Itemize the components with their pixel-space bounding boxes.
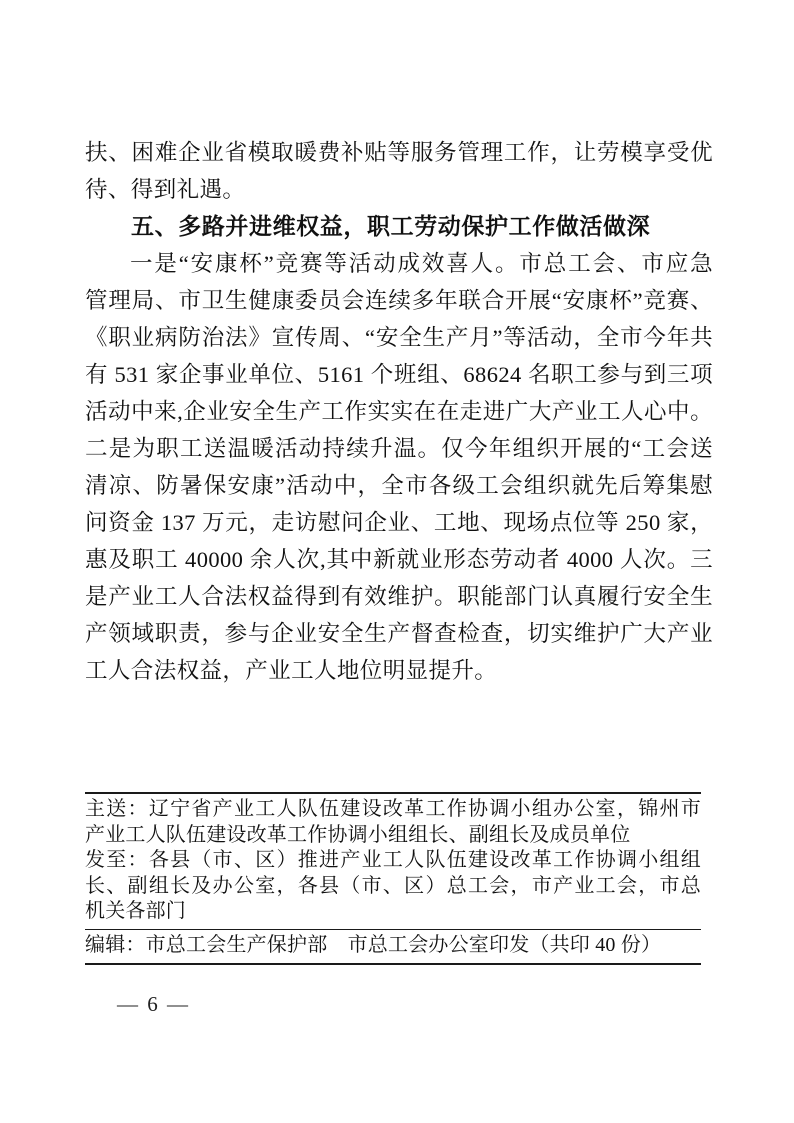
main-paragraph	[85, 245, 713, 689]
body-text-line: 工人合法权益，产业工人地位明显提升。	[85, 658, 498, 683]
footer-text-line: 机关各部门	[85, 900, 186, 922]
body-text-line: 是产业工人合法权益得到有效维护。职能部门认真履行安全生	[85, 584, 713, 609]
footer-recipients	[85, 794, 701, 930]
document-body	[85, 134, 713, 689]
page-number: — 6 —	[117, 992, 190, 1016]
body-text-line: 扶、困难企业省模取暖费补贴等服务管理工作，让劳模享受优	[85, 140, 713, 165]
body-text-line: 问资金 137 万元，走访慰问企业、工地、现场点位等 250 家，	[85, 510, 713, 535]
body-text-line: 惠及职工 40000 余人次,其中新就业形态劳动者 4000 人次。三	[85, 547, 713, 572]
continuation-paragraph	[85, 134, 713, 208]
footer-text-line: 产业工人队伍建设改革工作协调小组组长、副组长及成员单位	[85, 823, 631, 846]
footer-editor-line: 编辑：市总工会生产保护部 市总工会办公室印发（共印 40 份）	[85, 933, 662, 956]
body-text-line: 活动中来,企业安全生产工作实实在在走进广大产业工人心中。	[85, 399, 713, 424]
body-text-line: 待、得到礼遇。	[85, 177, 246, 202]
body-text-line: 有 531 家企事业单位、5161 个班组、68624 名职工参与到三项	[85, 362, 713, 387]
footer-text-line: 发至：各县（市、区）推进产业工人队伍建设改革工作协调小组组	[85, 849, 701, 871]
footer-editor-row	[85, 930, 701, 964]
body-text-line: 一是“安康杯”竞赛等活动成效喜人。市总工会、市应急	[130, 251, 713, 276]
body-text-line: 清凉、防暑保安康”活动中，全市各级工会组织就先后筹集慰	[85, 473, 713, 498]
body-text-line: 二是为职工送温暖活动持续升温。仅今年组织开展的“工会送	[85, 436, 713, 461]
footer-text-line: 主送：辽宁省产业工人队伍建设改革工作协调小组办公室，锦州市	[85, 798, 701, 820]
section-heading: 五、多路并进维权益，职工劳动保护工作做活做深	[131, 213, 651, 239]
footer-text-line: 长、副组长及办公室，各县（市、区）总工会，市产业工会，市总	[85, 874, 701, 897]
distribution-footer	[85, 792, 701, 965]
body-text-line: 产领域职责，参与企业安全生产督查检查，切实维护广大产业	[85, 621, 713, 646]
body-text-line: 《职业病防治法》宣传周、“安全生产月”等活动，全市今年共	[85, 325, 713, 350]
body-text-line: 管理局、市卫生健康委员会连续多年联合开展“安康杯”竞赛、	[85, 288, 713, 313]
